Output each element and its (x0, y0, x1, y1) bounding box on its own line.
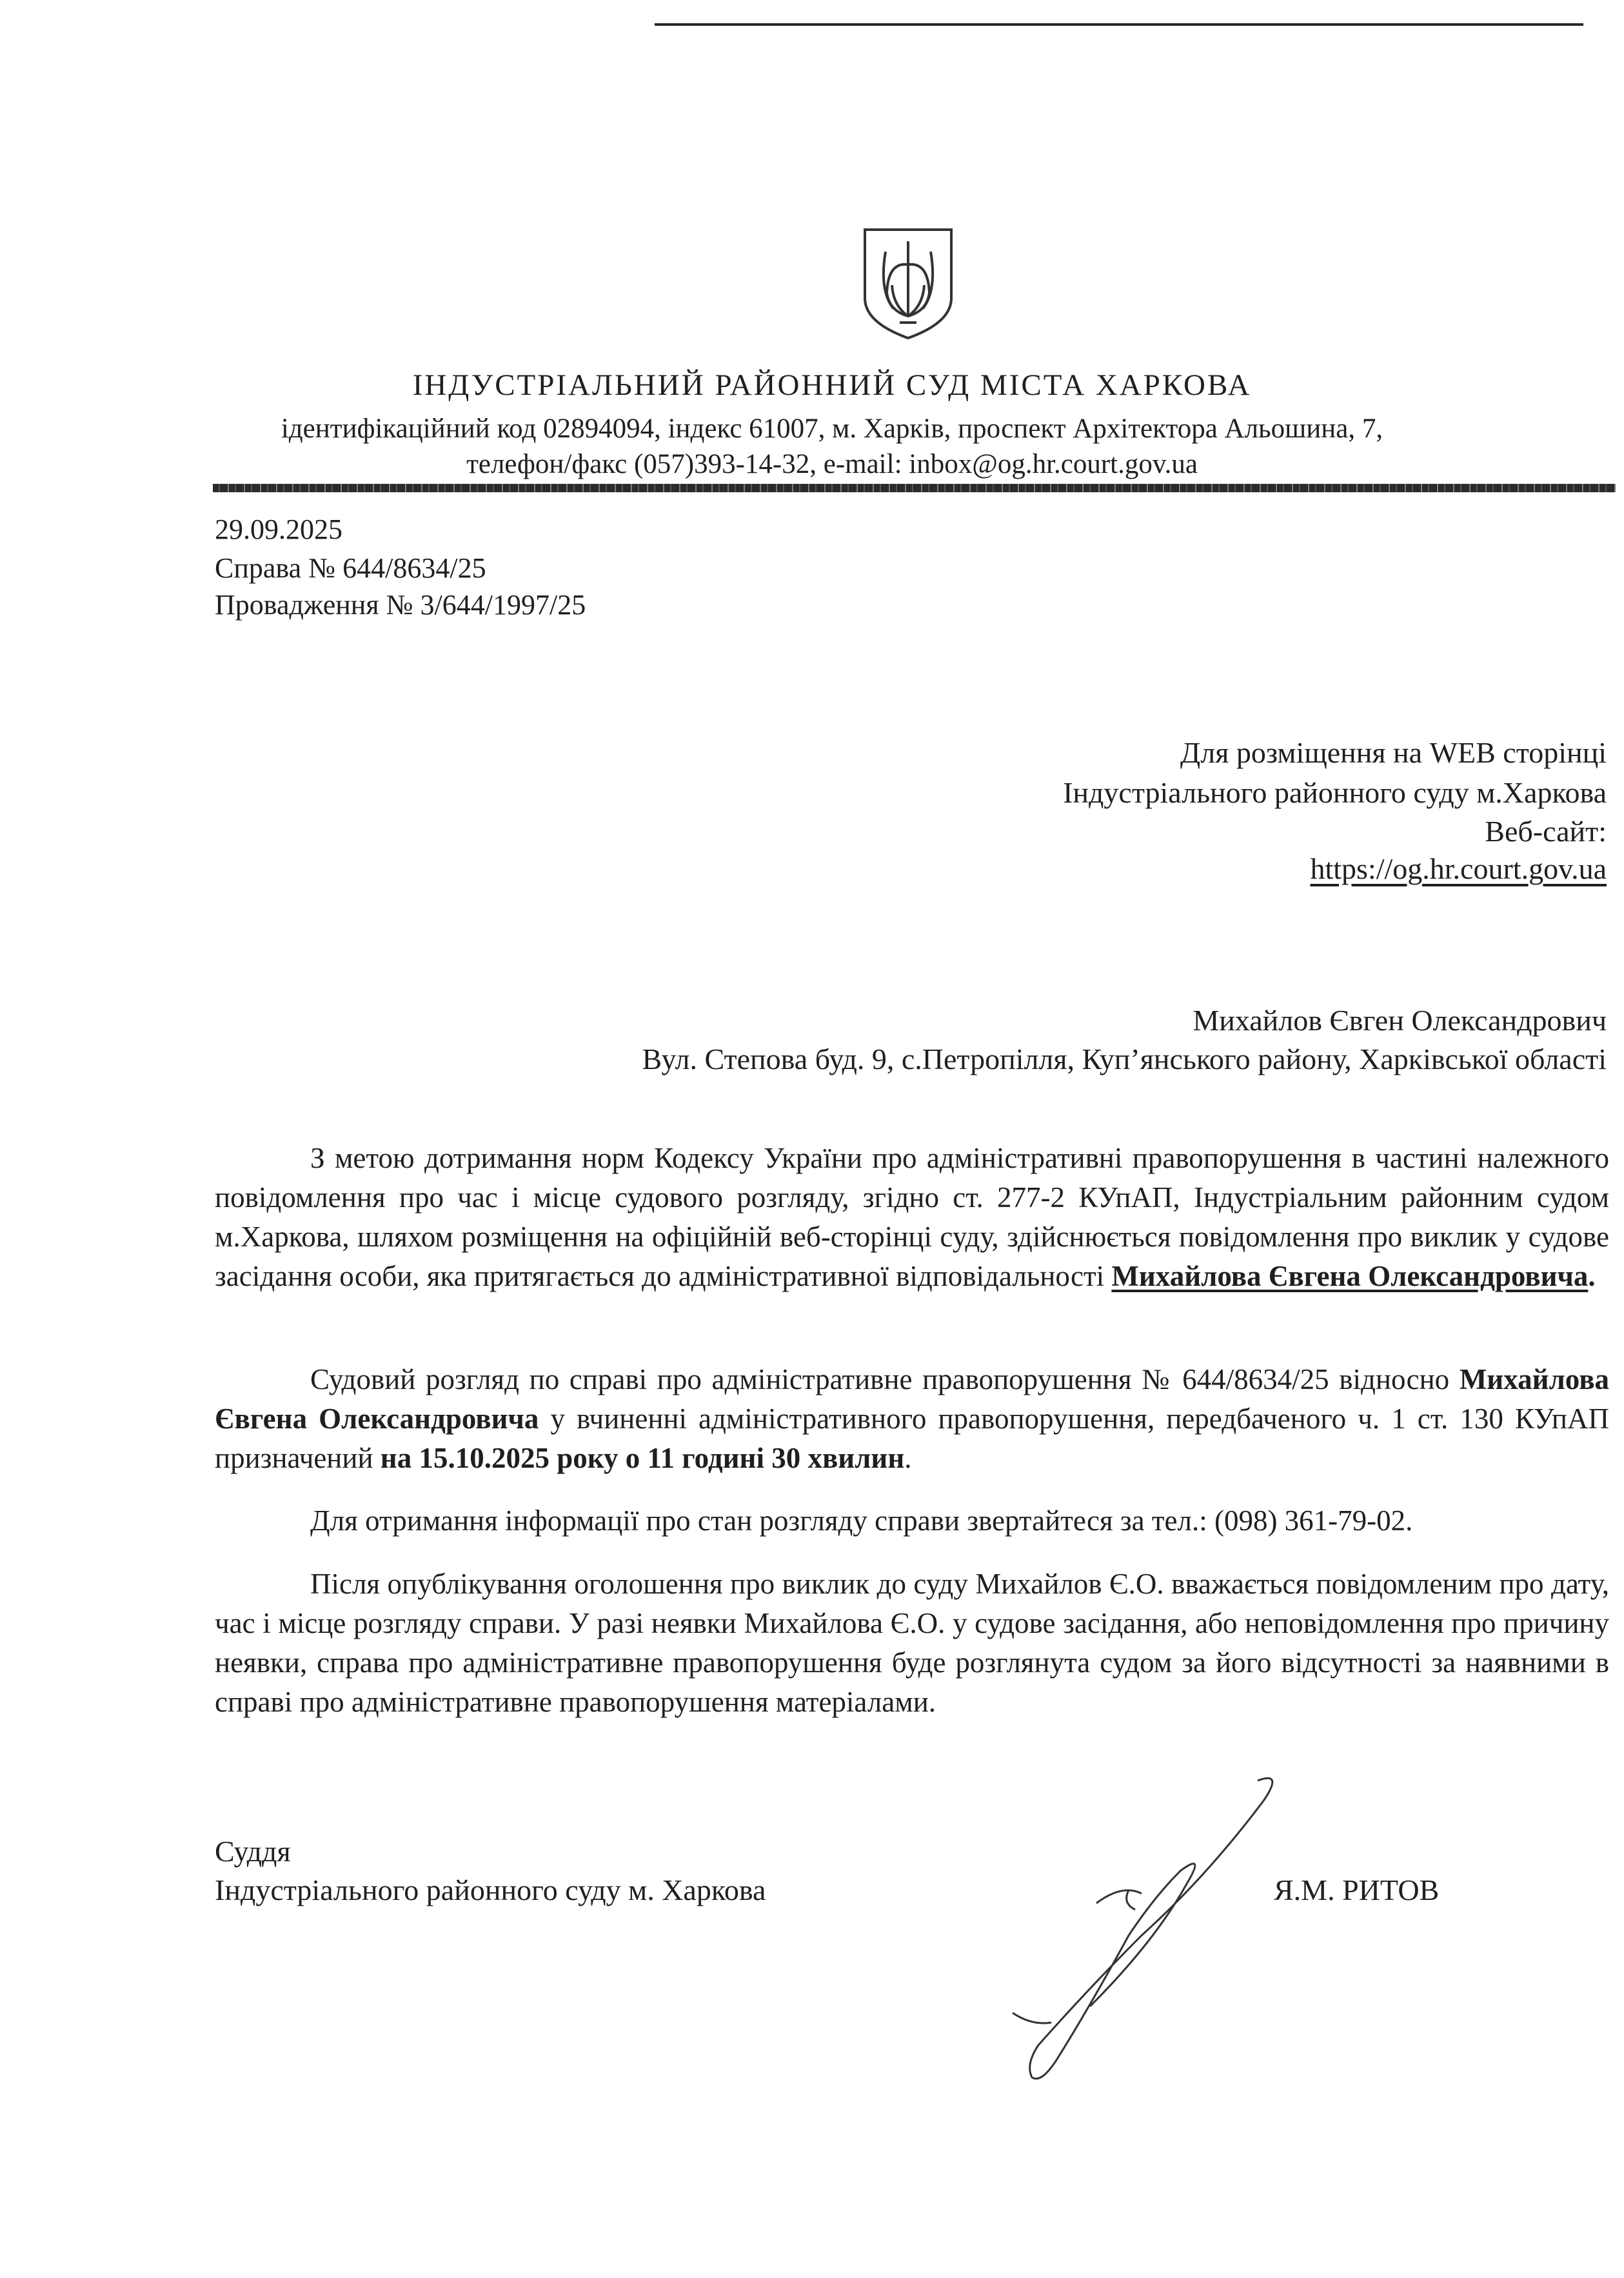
court-address: ідентифікаційний код 02894094, індекс 61007, м. Харків, проспект Архітектора Альошина, 7, (281, 414, 1383, 444)
defendant-name: Михайлова Євгена Олександровича (1111, 1260, 1589, 1292)
handwritten-signature-icon (819, 1774, 1400, 2097)
signatory-court: Індустріального районного суду м. Харкова (215, 1873, 766, 1906)
signatory-title: Суддя (215, 1835, 291, 1868)
case-number: Справа № 644/8634/25 (215, 552, 486, 584)
judge-name: Я.М. РИТОВ (1274, 1873, 1440, 1906)
court-contacts: телефон/факс (057)393-14-32, e-mail: inbox@og.hr.court.gov.ua (466, 449, 1198, 479)
hearing-datetime: на 15.10.2025 року о 11 годині 30 хвилин (380, 1442, 905, 1474)
defendant-name: Михайлова Євгена Олександровича (215, 1363, 1609, 1435)
web-recipient-line-1: Для розміщення на WEB сторінці (1180, 736, 1607, 769)
coat-of-arms-icon (860, 226, 956, 342)
document-date: 29.09.2025 (215, 514, 342, 545)
proceeding-number: Провадження № 3/644/1997/25 (215, 589, 586, 621)
paragraph-2: Судовий розгляд по справі про адміністративне правопорушення № 644/8634/25 відносно Михайлова Євгена Олександровича у вчиненні адміністративного правопорушення, передбаченого ч. 1 ст. 130 КУпАП призначений на 15.10.2025 року о 11 годині 30 хвилин. (215, 1363, 1609, 1474)
top-rule (655, 23, 1583, 26)
website-label: Веб-сайт: (1485, 815, 1607, 848)
recipient-name: Михайлов Євген Олександрович (1193, 1004, 1607, 1037)
header-divider (213, 484, 1616, 492)
website-link[interactable]: https://og.hr.court.gov.ua (1310, 852, 1607, 885)
paragraph-4: Після опублікування оголошення про виклик до суду Михайлов Є.О. вважається повідомленим про дату, час і місце розгляду справи. У разі неявки Михайлова Є.О. у судове засідання, або неповідомлення про причину неявки, справа про адміністративне правопорушення буде розглянута судом за його відсутності за наявними в справі про адміністративне правопорушення матеріалами. (215, 1568, 1609, 1718)
recipient-address: Вул. Степова буд. 9, с.Петропілля, Куп’янського району, Харківської області (642, 1043, 1607, 1075)
web-recipient-line-2: Індустріального районного суду м.Харкова (1063, 776, 1607, 809)
court-name-heading: ІНДУСТРІАЛЬНИЙ РАЙОННИЙ СУД МІСТА ХАРКОВА (412, 368, 1252, 402)
paragraph-1: З метою дотримання норм Кодексу України про адміністративні правопорушення в частині належного повідомлення про час і місце судового розгляду, згідно ст. 277-2 КУпАП, Індустріальним районним судом м.Харкова, шляхом розміщення на офіційній веб-сторінці суду, здійснюється повідомлення про виклик у судове засідання особи, яка притягається до адміністративної відповідальності Михайлова Євгена Олександровича. (215, 1142, 1609, 1292)
paragraph-3: Для отримання інформації про стан розгляду справи звертайтеся за тел.: (098) 361-79-02. (310, 1504, 1413, 1537)
